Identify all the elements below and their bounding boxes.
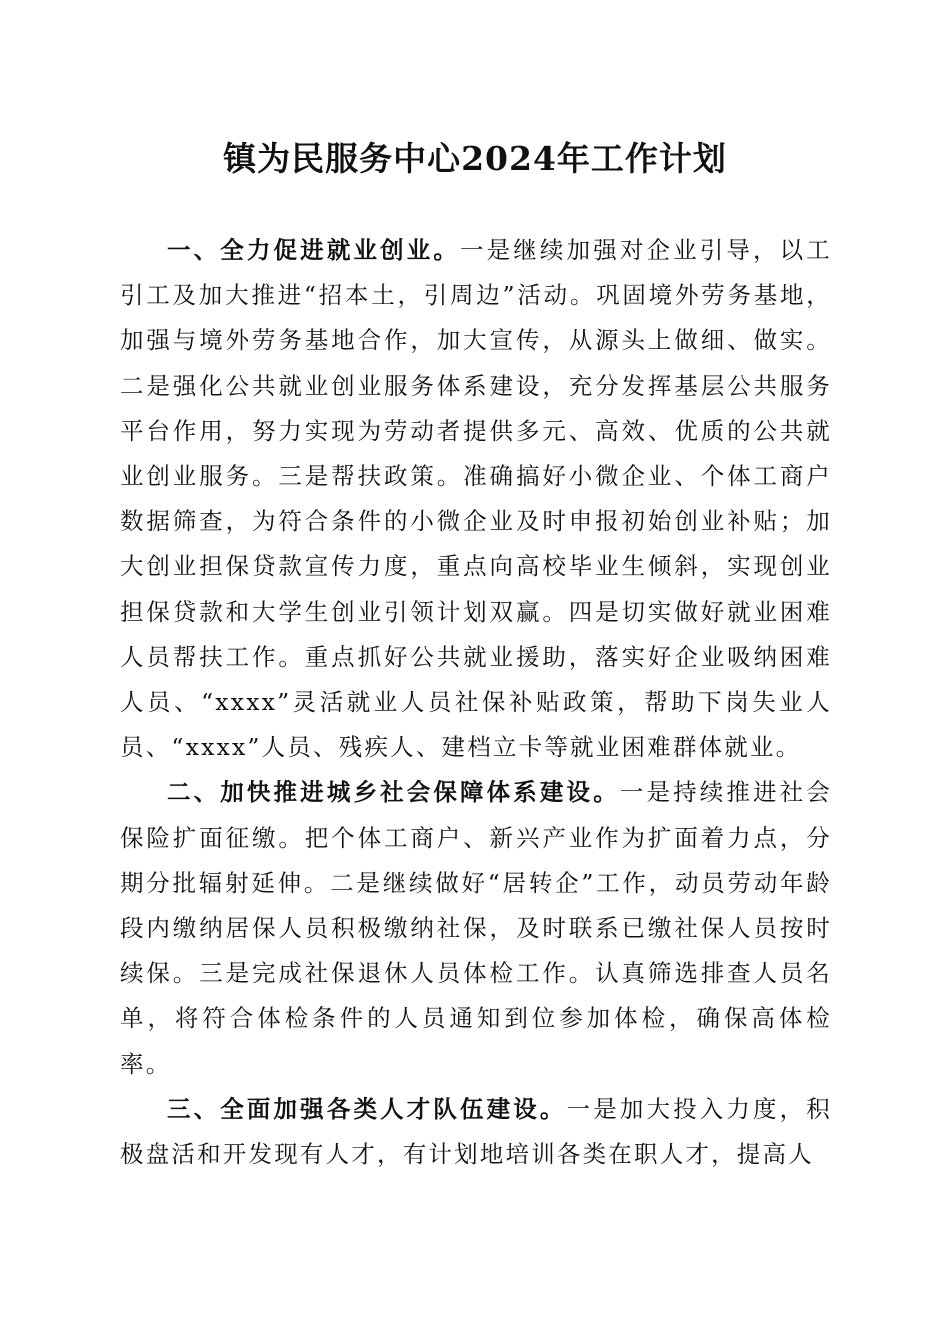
section-text-3: 一是加大投入力度，积极盘活和开发现有人才，有计划地培训各类在职人才，提高人 bbox=[120, 1094, 832, 1169]
section-heading-1: 一、全力促进就业创业。 bbox=[167, 236, 461, 264]
section-heading-3: 三、全面加强各类人才队伍建设。 bbox=[167, 1094, 567, 1123]
section-text-1: 一是继续加强对企业引导，以工引工及加大推进“招本土，引周边”活动。巩固境外劳务基地，加强与境外劳务基地合作，加大宣传，从源头上做细、做实。二是强化公共就业创业服务体系建设，充分发挥基层公共服务平台作用，努力实现为劳动者提供多元、高效、优质的公共就业创业服务。三是帮扶政策。准确搞好小微企业、个体工商户数据筛查，为符合条件的小微企业及时申报初始创业补贴；加大创业担保贷款宣传力度，重点向高校毕业生倾斜，实现创业担保贷款和大学生创业引领计划双赢。四是切实做好就业困难人员帮扶工作。重点抓好公共就业援助，落实好企业吸纳困难人员、“xxxx”灵活就业人员社保补贴政策，帮助下岗失业人员、“xxxx”人员、残疾人、建档立卡等就业困难群体就业。 bbox=[120, 236, 832, 762]
section-paragraph-3 bbox=[120, 1087, 832, 1177]
section-paragraph-1 bbox=[120, 228, 832, 770]
section-paragraph-2 bbox=[120, 770, 832, 1086]
section-text-2: 一是持续推进社会保险扩面征缴。把个体工商户、新兴产业作为扩面着力点，分期分批辐射延伸。二是继续做好“居转企”工作，动员劳动年龄段内缴纳居保人员积极缴纳社保，及时联系已缴社保人员按时续保。三是完成社保退休人员体检工作。认真筛选排查人员名单，将符合体检条件的人员通知到位参加体检，确保高体检率。 bbox=[120, 778, 832, 1078]
document-title: 镇为民服务中心2024年工作计划 bbox=[223, 139, 727, 178]
section-heading-2: 二、加快推进城乡社会保障体系建设。 bbox=[167, 778, 620, 807]
document-body bbox=[120, 228, 832, 1177]
